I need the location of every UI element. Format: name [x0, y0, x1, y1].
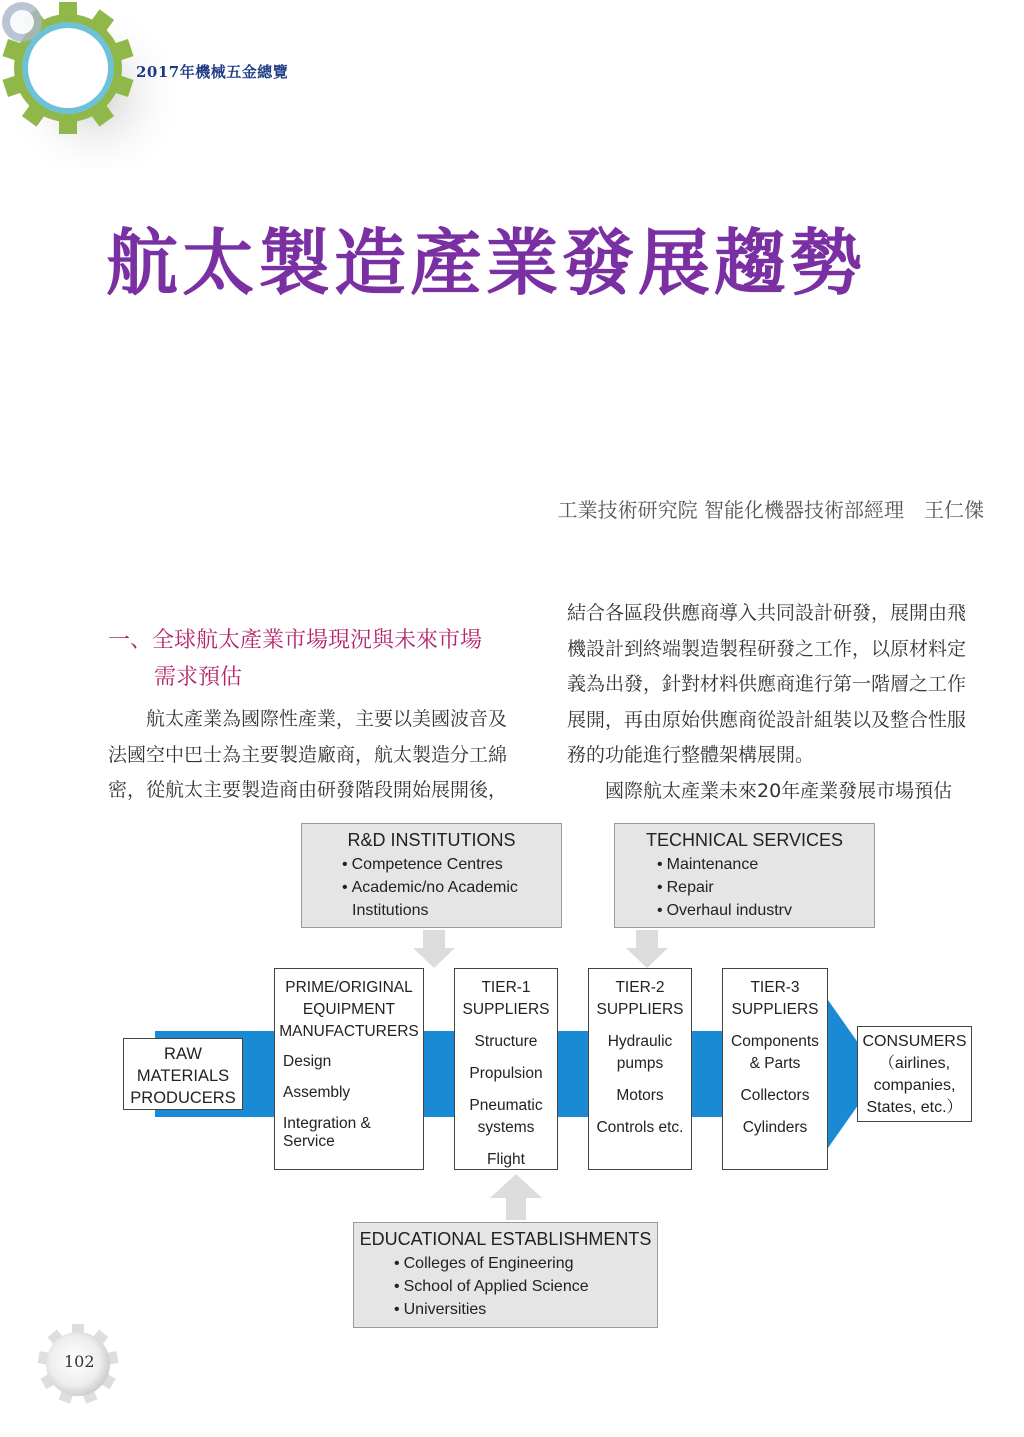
left-line: 法國空中巴士為主要製造廠商，航太製造分工綿	[108, 743, 508, 766]
rd-continuation: Institutions	[352, 902, 429, 919]
publication-header: 2017年機械五金總覽	[136, 63, 289, 81]
oem-header: PRIME/ORIGINAL	[285, 979, 413, 996]
tier1-item: Flight	[487, 1151, 525, 1168]
article-title: 航太製造產業發展趨勢	[106, 221, 867, 305]
tier2-item: pumps	[616, 1055, 664, 1072]
tier1-item: Propulsion	[469, 1065, 543, 1082]
tier1-item: systems	[477, 1119, 535, 1136]
oem-box	[274, 968, 424, 1170]
list-item: • Competence Centres	[342, 853, 561, 876]
tier1-box	[454, 968, 558, 1170]
oem-header: MANUFACTURERS	[279, 1023, 419, 1040]
educational-establishments-box	[353, 1222, 658, 1328]
rd-title: R&D INSTITUTIONS	[347, 830, 516, 850]
consumers-box	[857, 1026, 972, 1122]
tier3-header: SUPPLIERS	[731, 1001, 819, 1018]
tier2-box	[588, 968, 692, 1170]
tier1-item: Pneumatic	[469, 1097, 543, 1114]
oem-item: Integration & Service	[283, 1115, 371, 1150]
oem-header: EQUIPMENT	[302, 1001, 396, 1018]
author-line: 工業技術研究院 智能化機器技術部經理 王仁傑	[557, 498, 984, 522]
list-item: • Universities	[394, 1298, 657, 1321]
edu-title: EDUCATIONAL ESTABLISHMENTS	[359, 1229, 652, 1249]
tier3-item: Cylinders	[742, 1119, 808, 1136]
right-line: 國際航太產業未來20年產業發展市場預估	[605, 779, 953, 802]
right-line: 義為出發，針對材料供應商進行第一階層之工作	[567, 673, 967, 695]
tier2-item: Motors	[616, 1087, 664, 1104]
right-line: 結合各區段供應商導入共同設計研發，展開由飛	[567, 602, 967, 624]
list-item: • Overhaul industrv	[657, 899, 874, 922]
list-item: • Academic/no Academic	[342, 876, 561, 899]
tier3-item: & Parts	[749, 1055, 801, 1072]
list-item: • Repair	[657, 876, 874, 899]
tier2-header: SUPPLIERS	[596, 1001, 684, 1018]
consumers-line: （airlines,	[878, 1055, 951, 1072]
right-line: 展開，再由原始供應商從設計組裝以及整合性服	[567, 708, 967, 731]
consumers-line: companies,	[873, 1077, 956, 1094]
raw-line: RAW	[164, 1045, 202, 1063]
page-gear-icon	[30, 1322, 130, 1422]
tech-title: TECHNICAL SERVICES	[645, 830, 844, 850]
page-number: 102	[64, 1352, 95, 1371]
tier1-header: TIER-1	[481, 979, 531, 996]
oem-item: Design	[283, 1053, 332, 1070]
tier2-header: TIER-2	[615, 979, 665, 996]
tier3-header: TIER-3	[750, 979, 800, 996]
tier2-item: Controls etc.	[596, 1119, 684, 1136]
tier3-box	[722, 968, 828, 1170]
tier2-item: Hydraulic	[607, 1033, 673, 1050]
right-line: 務的功能進行整體架構展開。	[567, 744, 815, 766]
raw-materials-box	[123, 1038, 243, 1110]
tier3-item: Collectors	[740, 1087, 810, 1104]
list-item: • Colleges of Engineering	[394, 1252, 657, 1275]
right-line: 機設計到終端製造製程研發之工作，以原材料定	[567, 637, 967, 660]
section-heading-line2: 需求預估	[154, 665, 243, 690]
list-item: • Maintenance	[657, 853, 874, 876]
tier1-header: SUPPLIERS	[462, 1001, 550, 1018]
list-item: • School of Applied Science	[394, 1275, 657, 1298]
rd-institutions-box	[301, 823, 562, 928]
left-line: 航太產業為國際性產業，主要以美國波音及	[146, 708, 508, 730]
left-line: 密，從航太主要製造商由研發階段開始展開後，	[108, 779, 508, 801]
oem-item: Assembly	[283, 1084, 351, 1101]
tier3-item: Components	[731, 1033, 819, 1050]
section-heading-line1: 一、全球航太產業市場現況與未來市場	[108, 628, 483, 653]
raw-line: MATERIALS	[136, 1067, 230, 1085]
raw-line: PRODUCERS	[130, 1089, 236, 1107]
consumers-line: States, etc.）	[866, 1099, 963, 1116]
technical-services-box	[614, 823, 875, 928]
consumers-line: CONSUMERS	[862, 1033, 967, 1050]
tier1-item: Structure	[474, 1033, 538, 1050]
